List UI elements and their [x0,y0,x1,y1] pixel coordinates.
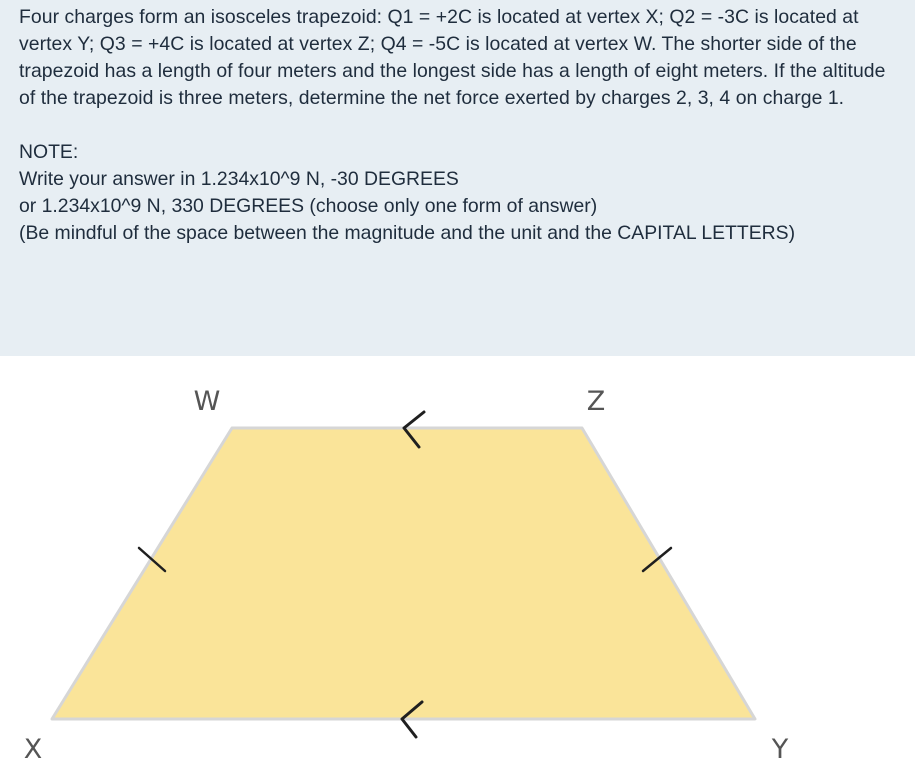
trapezoid-figure [0,356,915,781]
trapezoid-shape [52,428,755,719]
note-line-2: or 1.234x10^9 N, 330 DEGREES (choose only one form of answer) [19,195,598,217]
vertex-label-x: X [23,734,43,765]
question-text: Four charges form an isosceles trapezoid: Q1 = +2C is located at vertex X; Q2 = -3C is located at vertex Y; Q3 = +4C is located at vertex Z; Q4 = -5C is located at vertex W. The shorter side of the trapezoid has a length of four meters and the longest side has a length of eight meters. If the altitude of the trapezoid is three meters, determine the net force exerted by charges 2, 3, 4 on charge 1. [19,6,886,109]
note-title: NOTE: [19,141,79,163]
note-line-1: Write your answer in 1.234x10^9 N, -30 DEGREES [19,168,459,190]
vertex-label-z: Z [586,386,606,417]
vertex-label-w: W [193,386,221,417]
note-block [19,139,905,247]
trapezoid-diagram [0,356,915,781]
question-panel [0,0,915,356]
note-line-3: (Be mindful of the space between the magnitude and the unit and the CAPITAL LETTERS) [19,222,796,244]
vertex-label-y: Y [771,734,789,765]
